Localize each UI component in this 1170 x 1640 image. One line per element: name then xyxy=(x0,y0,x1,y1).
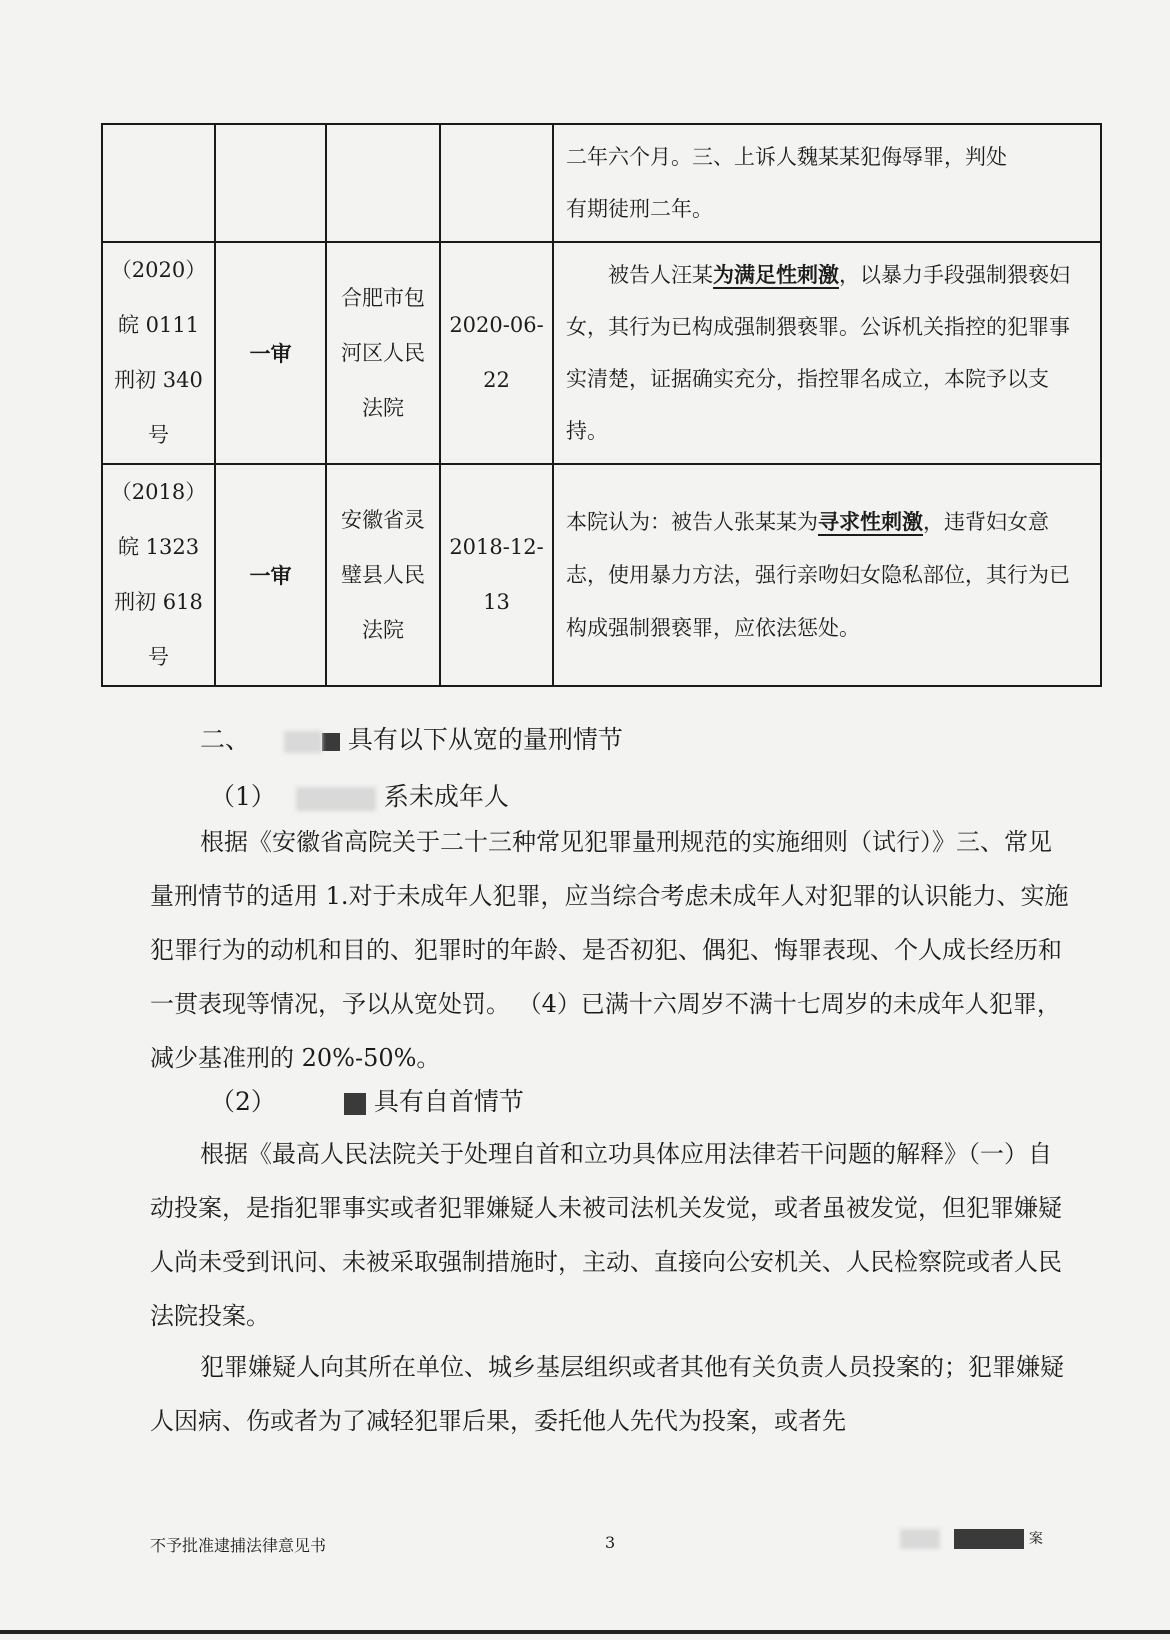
reasoning-highlight: 为满足性刺激 xyxy=(713,262,839,287)
court-cell-line: 合肥市包 xyxy=(341,285,425,310)
item-1-text: 系未成年人 xyxy=(383,782,509,811)
reasoning-highlight: 寻求性刺激 xyxy=(818,509,923,534)
case-number-cell xyxy=(102,242,215,464)
case-number-cell-line: 皖 0111 xyxy=(117,313,200,337)
date-cell xyxy=(440,242,553,464)
case-number-cell-line: 皖 1323 xyxy=(117,535,200,559)
section-2-title-text: 具有以下从宽的量刑情节 xyxy=(347,725,623,754)
reasoning-text xyxy=(566,249,1088,457)
date-cell-line: 22 xyxy=(483,368,510,392)
paragraph-surrender-cont: 犯罪嫌疑人向其所在单位、城乡基层组织或者其他有关负责人员投案的；犯罪嫌疑人因病、伤或者为了减轻犯罪后果，委托他人先代为投案，或者先 xyxy=(150,1353,1064,1435)
item-2-heading xyxy=(210,1082,524,1122)
reasoning-cell xyxy=(553,464,1101,686)
case-number-cell-line: 刑初 340 xyxy=(114,368,203,392)
paragraph-minor-rule: 根据《安徽省高院关于二十三种常见犯罪量刑规范的实施细则（试行）》三、常见量刑情节的适用 1.对于未成年人犯罪，应当综合考虑未成年人对犯罪的认识能力、实施犯罪行为的动机和目的、犯罪时的年龄、是否初犯、偶犯、悔罪表现、个人成长经历和一贯表现等情况，予以从宽处罚。 （4）已满十六周岁不满十七周岁的未成年人犯罪，减少基准刑的 20%-50%。 xyxy=(150,828,1069,1072)
case-number-cell-line: （2020） xyxy=(110,258,207,282)
reasoning-pre: 本院认为：被告人张某某为 xyxy=(566,510,818,534)
redaction-block xyxy=(344,1093,366,1115)
footer-doc-title: 不予批准逮捕法律意见书 xyxy=(150,1536,327,1555)
section-2-title xyxy=(200,720,623,760)
reasoning-text xyxy=(566,495,1088,655)
court-cell-line: 安徽省灵 xyxy=(341,507,425,532)
item-2-text: 具有自首情节 xyxy=(373,1087,524,1116)
reasoning-post: ，以暴力手段强制猥亵妇女，其行为已构成强制猥亵罪。公诉机关指控的犯罪事实清楚，证据确实充分，指控罪名成立，本院予以支持。 xyxy=(566,263,1070,443)
reasoning-post: ，违背妇女意志，使用暴力方法，强行亲吻妇女隐私部位，其行为已构成强制猥亵罪，应依法惩处。 xyxy=(566,510,1070,640)
item-1-heading xyxy=(210,777,509,817)
redacted-text xyxy=(900,1529,940,1549)
case-number-cell xyxy=(102,464,215,686)
case-number-cell-line: 号 xyxy=(148,423,169,447)
reasoning-line: 二年六个月。三、上诉人魏某某犯侮辱罪，判处 xyxy=(566,145,1007,169)
reasoning-line: 有期徒刑二年。 xyxy=(566,197,713,221)
section-2-number: 二、 xyxy=(200,725,251,754)
table-row xyxy=(102,124,1101,242)
case-number-cell-line: （2018） xyxy=(110,480,207,504)
item-2-label: （2） xyxy=(210,1087,276,1116)
item-1-label: （1） xyxy=(210,782,276,811)
case-number-cell-line: 刑初 618 xyxy=(114,590,203,614)
court-cell-line: 河区人民 xyxy=(341,340,425,365)
trial-level-cell: 一审 xyxy=(215,464,326,686)
court-cell xyxy=(326,464,440,686)
court-cell-line: 法院 xyxy=(362,395,404,420)
case-number-cell xyxy=(102,124,215,242)
table-row xyxy=(102,242,1101,464)
date-cell-line: 2020-06- xyxy=(449,313,544,337)
date-cell-line: 13 xyxy=(483,590,510,614)
date-cell xyxy=(440,124,553,242)
paragraph-surrender-rule: 根据《最高人民法院关于处理自首和立功具体应用法律若干问题的解释》（一）自动投案，是指犯罪事实或者犯罪嫌疑人未被司法机关发觉，或者虽被发觉，但犯罪嫌疑人尚未受到讯问、未被采取强制措施时，主动、直接向公安机关、人民检察院或者人民法院投案。 xyxy=(150,1140,1062,1330)
footer-redacted-area xyxy=(900,1528,1043,1549)
redaction-block xyxy=(954,1529,1024,1549)
court-cell-line: 璧县人民 xyxy=(341,562,425,587)
court-cell xyxy=(326,124,440,242)
redaction-block xyxy=(322,733,340,751)
trial-level-cell xyxy=(215,124,326,242)
court-cell xyxy=(326,242,440,464)
footer-right-text: 案 xyxy=(1028,1531,1043,1547)
redacted-name xyxy=(296,787,376,811)
reasoning-pre: 被告人汪某 xyxy=(608,263,713,287)
reasoning-cell xyxy=(553,124,1101,242)
court-cell-line: 法院 xyxy=(362,617,404,642)
page-bottom-edge xyxy=(0,1630,1170,1634)
footer-page-number: 3 xyxy=(605,1533,616,1552)
trial-level-cell: 一审 xyxy=(215,242,326,464)
table-row xyxy=(102,464,1101,686)
case-table xyxy=(101,123,1102,687)
redacted-name xyxy=(284,731,322,753)
date-cell-line: 2018-12- xyxy=(449,535,544,559)
reasoning-cell xyxy=(553,242,1101,464)
case-number-cell-line: 号 xyxy=(148,645,169,669)
date-cell xyxy=(440,464,553,686)
